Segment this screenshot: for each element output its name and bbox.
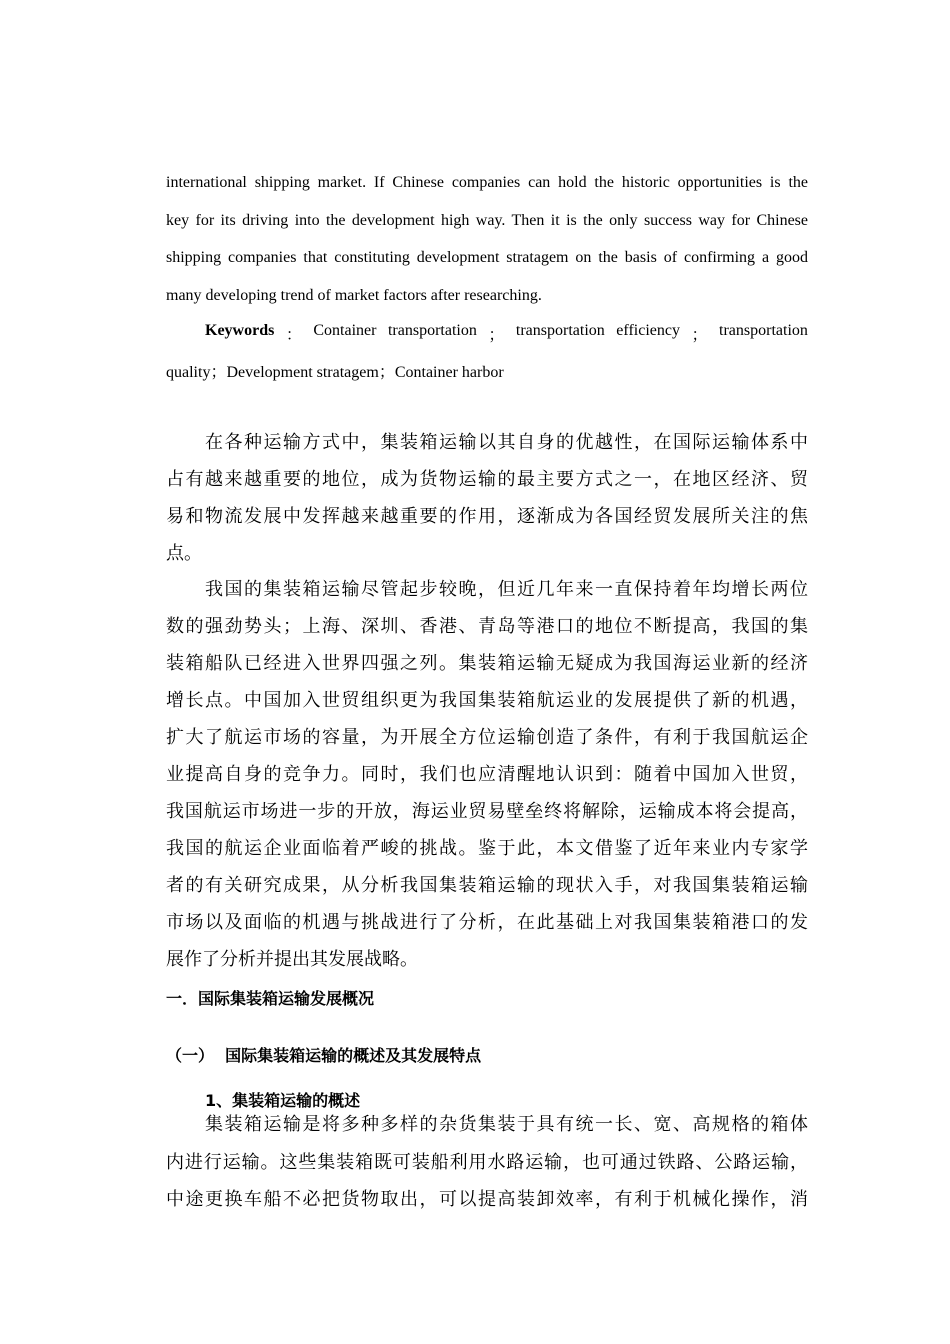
- para2-line-11: 展作了分析并提出其发展战略。: [166, 949, 418, 970]
- abstract-line-4: many developing trend of market factors after researching.: [166, 287, 542, 304]
- section-para-line-2: 内进行运输。这些集装箱既可装船利用水路运输，也可通过铁路、公路运输，: [166, 1152, 808, 1173]
- keywords-label: Keywords: [205, 322, 275, 339]
- para2-line-1: 我国的集装箱运输尽管起步较晚，但近几年来一直保持着年均增长两位: [205, 579, 808, 600]
- keywords-line-1: [205, 322, 808, 345]
- para2-line-10: 市场以及面临的机遇与挑战进行了分析，在此基础上对我国集装箱港口的发: [166, 912, 808, 933]
- para2-line-4: 增长点。中国加入世贸组织更为我国集装箱航运业的发展提供了新的机遇，: [166, 690, 808, 711]
- abstract-line-2: key for its driving into the development high way. Then it is the only success way for Chinese: [166, 212, 808, 229]
- section-para-line-3: 中途更换车船不必把货物取出，可以提高装卸效率，有利于机械化操作，消: [166, 1189, 808, 1210]
- intro-line-4: 点。: [166, 543, 202, 564]
- keyword-token: transportation: [387, 322, 477, 339]
- abstract-line-1: international shipping market. If Chinese companies can hold the historic opportunities is the: [166, 174, 808, 191]
- para2-line-8: 我国的航运企业面临着严峻的挑战。鉴于此，本文借鉴了近年来业内专家学: [166, 838, 808, 859]
- para2-line-6: 业提高自身的竞争力。同时，我们也应清醒地认识到：随着中国加入世贸，: [166, 764, 808, 785]
- abstract-line-3: shipping companies that constituting development stratagem on the basis of confirming a good: [166, 249, 808, 266]
- keyword-token: ；: [488, 327, 505, 344]
- para2-line-5: 扩大了航运市场的容量，为开展全方位运输创造了条件，有利于我国航运企: [166, 727, 808, 748]
- keyword-token: Container: [313, 322, 377, 339]
- para2-line-7: 我国航运市场进一步的开放，海运业贸易壁垒终将解除，运输成本将会提高，: [166, 801, 808, 822]
- keywords-line-2: quality；Development stratagem；Container harbor: [166, 364, 504, 381]
- section-heading-3: 1、集装箱运输的概述: [205, 1091, 361, 1110]
- keyword-token: ；: [691, 327, 708, 344]
- keyword-token: transportation: [719, 322, 808, 339]
- keyword-token: transportation: [515, 322, 605, 339]
- intro-line-3: 易和物流发展中发挥越来越重要的作用，逐渐成为各国经贸发展所关注的焦: [166, 506, 808, 527]
- section-para-line-1: 集装箱运输是将多种多样的杂货集装于具有统一长、宽、高规格的箱体: [205, 1114, 808, 1135]
- para2-line-2: 数的强劲势头；上海、深圳、香港、青岛等港口的地位不断提高，我国的集: [166, 616, 808, 637]
- keyword-token: ：: [285, 327, 302, 344]
- section-heading-1: 一．国际集装箱运输发展概况: [166, 989, 375, 1008]
- para2-line-3: 装箱船队已经进入世界四强之列。集装箱运输无疑成为我国海运业新的经济: [166, 653, 808, 674]
- keyword-token: efficiency: [616, 322, 680, 339]
- intro-line-1: 在各种运输方式中，集装箱运输以其自身的优越性，在国际运输体系中: [205, 432, 808, 453]
- intro-line-2: 占有越来越重要的地位，成为货物运输的最主要方式之一，在地区经济、贸: [166, 469, 808, 490]
- para2-line-9: 者的有关研究成果，从分析我国集装箱运输的现状入手，对我国集装箱运输: [166, 875, 808, 896]
- section-heading-2: （一） 国际集装箱运输的概述及其发展特点: [166, 1046, 482, 1065]
